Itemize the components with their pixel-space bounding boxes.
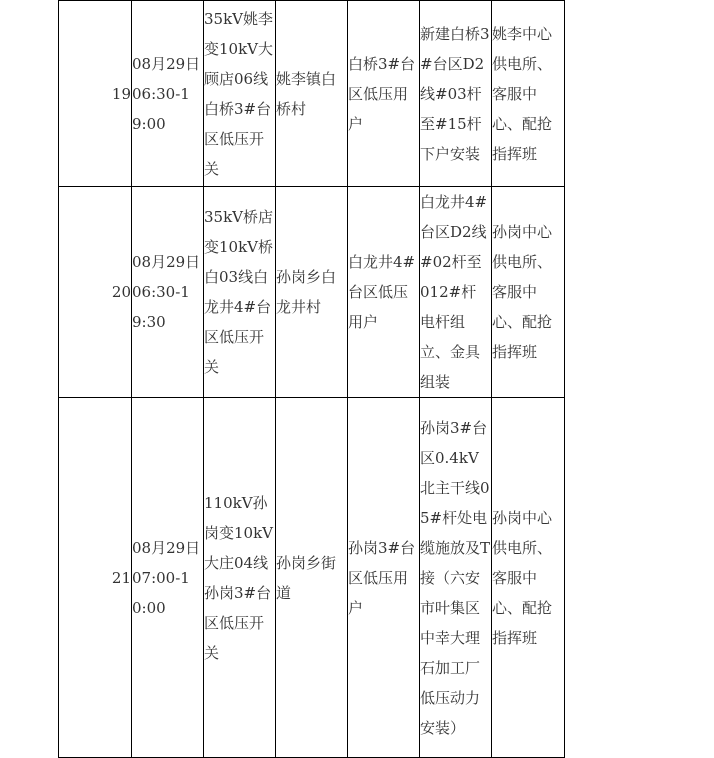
affected-users: 白龙井4#台区低压用户	[348, 187, 420, 398]
outage-device: 35kV姚李变10kV大顾店06线白桥3#台区低压开关	[204, 1, 276, 187]
blank-area	[565, 187, 714, 398]
outage-schedule-table	[58, 0, 714, 758]
outage-date: 08月29日	[132, 54, 201, 73]
table-row	[59, 187, 714, 398]
outage-device: 35kV桥店变10kV桥白03线白龙井4#台区低压开关	[204, 187, 276, 398]
table-row	[59, 398, 714, 758]
outage-area: 姚李镇白桥村	[276, 1, 348, 187]
outage-time	[132, 398, 204, 758]
table-row	[59, 1, 714, 187]
outage-device: 110kV孙岗变10kV大庄04线孙岗3#台区低压开关	[204, 398, 276, 758]
work-content: 新建白桥3#台区D2线#03杆至#15杆下户安装	[420, 1, 492, 187]
outage-hours: 06:30-19:00	[132, 84, 190, 133]
row-number: 21	[59, 398, 132, 758]
outage-hours: 07:00-10:00	[132, 568, 190, 617]
blank-area	[565, 1, 714, 187]
work-content: 孙岗3#台区0.4kV北主干线05#杆处电缆施放及T接（六安市叶集区中幸大理石加工厂低压动力安装）	[420, 398, 492, 758]
outage-hours: 06:30-19:30	[132, 283, 190, 331]
affected-users: 孙岗3#台区低压用户	[348, 398, 420, 758]
work-content: 白龙井4#台区D2线#02杆至012#杆电杆组立、金具组装	[420, 187, 492, 398]
outage-time	[132, 1, 204, 187]
outage-area: 孙岗乡街道	[276, 398, 348, 758]
affected-users: 白桥3#台区低压用户	[348, 1, 420, 187]
outage-date: 08月29日	[132, 253, 201, 271]
outage-area: 孙岗乡白龙井村	[276, 187, 348, 398]
responsible-unit: 孙岗中心供电所、客服中心、配抢指挥班	[492, 187, 565, 398]
row-number: 20	[59, 187, 132, 398]
row-number: 19	[59, 1, 132, 187]
outage-date: 08月29日	[132, 538, 201, 557]
responsible-unit: 姚李中心供电所、客服中心、配抢指挥班	[492, 1, 565, 187]
blank-area	[565, 398, 714, 758]
outage-time	[132, 187, 204, 398]
responsible-unit: 孙岗中心供电所、客服中心、配抢指挥班	[492, 398, 565, 758]
